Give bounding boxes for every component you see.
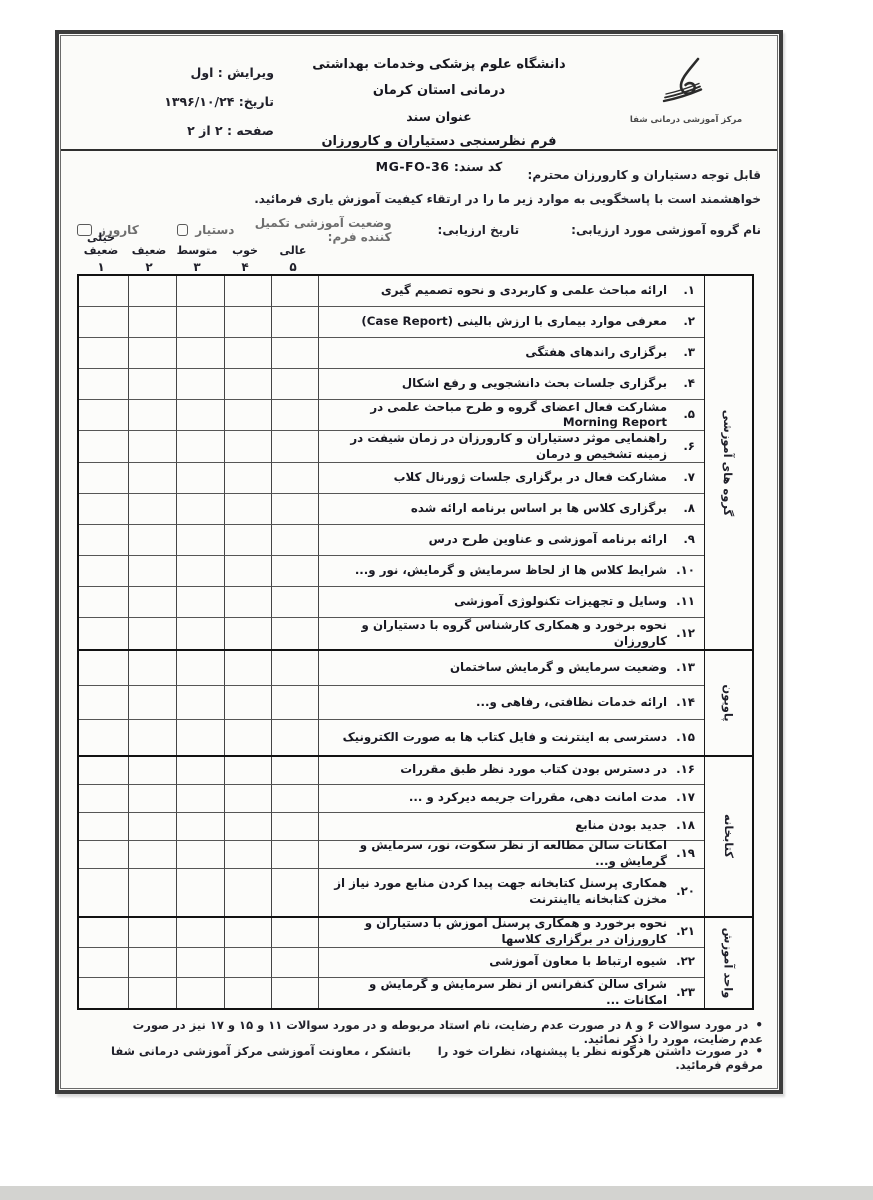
rating-cell[interactable] <box>176 785 224 813</box>
question-number: ۱۴. <box>676 694 695 709</box>
bullet-icon: • <box>755 1018 763 1032</box>
rating-cell[interactable] <box>176 757 224 785</box>
rating-cell[interactable] <box>128 431 176 462</box>
question-number: ۱۸. <box>676 818 695 833</box>
rating-cell[interactable] <box>176 587 224 618</box>
field-group-name-label: نام گروه آموزشی مورد ارزیابی: <box>571 223 761 237</box>
question-cell <box>318 918 704 948</box>
rating-cell[interactable] <box>224 338 271 369</box>
rating-cell[interactable] <box>176 431 224 462</box>
org-title: دانشگاه علوم پزشکی وخدمات بهداشتی درمانی استان کرمان <box>312 57 566 98</box>
rating-cell[interactable] <box>176 720 224 755</box>
rating-label: خوب <box>232 243 258 257</box>
rating-cell[interactable] <box>271 525 318 556</box>
table-section <box>79 649 752 755</box>
rating-cell[interactable] <box>176 369 224 400</box>
rating-cell[interactable] <box>271 618 318 649</box>
rating-cell[interactable] <box>224 556 271 587</box>
bullet-icon: • <box>755 1044 763 1058</box>
logo-block <box>626 56 746 125</box>
group-label-cell <box>704 651 752 755</box>
rating-cell[interactable] <box>128 369 176 400</box>
question-number: ۲۳. <box>676 984 695 999</box>
date-line: تاریخ: ۱۳۹۶/۱۰/۲۴ <box>164 94 274 109</box>
question-text: در دسترس بودن کتاب مورد نظر طبق مقررات <box>400 762 667 777</box>
form-page <box>60 35 778 1089</box>
rating-cell[interactable] <box>79 813 128 841</box>
rating-cell[interactable] <box>128 686 176 721</box>
field-status-label: وضعیت آموزشی تکمیل کننده فرم: <box>254 216 392 244</box>
rating-cell[interactable] <box>271 463 318 494</box>
rating-cell[interactable] <box>128 978 176 1008</box>
rating-cell[interactable] <box>271 757 318 785</box>
table-section <box>79 916 752 1008</box>
question-number: ۶. <box>683 438 695 453</box>
rating-cell[interactable] <box>176 869 224 916</box>
rating-cell[interactable] <box>79 841 128 869</box>
header-meta <box>156 58 274 145</box>
question-text: راهنمایی موثر دستیاران و کارورزان در زمان شیفت در زمینه تشخیص و درمان <box>350 430 667 461</box>
question-cell <box>318 948 704 978</box>
scanner-edge-strip <box>0 1186 873 1200</box>
form-title: فرم نظرسنجی دستیاران و کارورزان <box>321 134 557 149</box>
question-text: امکانات سالن مطالعه از نظر سکوت، نور، سرمایش و گرمایش و... <box>359 838 667 869</box>
rating-header-cell <box>77 220 125 274</box>
intro-request: خواهشمند است با پاسخگویی به موارد زیر ما را در ارتقاء کیفیت آموزش یاری فرمائید. <box>254 192 761 206</box>
rating-cell[interactable] <box>271 369 318 400</box>
rating-header-cell <box>125 220 173 274</box>
group-label-cell <box>704 276 752 649</box>
question-cell <box>318 431 704 462</box>
rating-cell[interactable] <box>176 978 224 1008</box>
rating-cell[interactable] <box>128 918 176 948</box>
field-eval-date-label: تاریخ ارزیابی: <box>437 223 520 237</box>
question-cell <box>318 757 704 785</box>
doc-code-value: MG-FO-36 <box>375 159 450 174</box>
question-cell <box>318 813 704 841</box>
question-text: نحوه برخورد و همکاری کارشناس گروه با دستیاران و کارورزان <box>361 617 667 648</box>
question-text: برگزاری راندهای هفتگی <box>525 345 667 360</box>
rating-cell[interactable] <box>176 400 224 431</box>
question-number: ۱۷. <box>676 790 695 805</box>
group-label: واحد آموزش <box>721 927 736 999</box>
rating-cell[interactable] <box>224 686 271 721</box>
rating-cell[interactable] <box>79 400 128 431</box>
doc-title-label: عنوان سند <box>406 109 472 124</box>
rating-cell[interactable] <box>79 757 128 785</box>
question-text: مشارکت فعال در برگزاری جلسات ژورنال کلاب <box>393 469 667 484</box>
question-number: ۱۳. <box>676 659 695 674</box>
rating-cell[interactable] <box>79 587 128 618</box>
question-cell <box>318 720 704 755</box>
question-cell <box>318 869 704 916</box>
question-number: ۲. <box>683 314 695 329</box>
logo-caption: مرکز آموزشی درمانی شفا <box>629 115 743 125</box>
rating-cell[interactable] <box>224 948 271 978</box>
group-label: گروه های آموزشی <box>721 409 736 516</box>
intern-label: کارورز <box>99 223 139 237</box>
rating-cell[interactable] <box>128 757 176 785</box>
rating-cell[interactable] <box>176 618 224 649</box>
question-text: برگزاری جلسات بحث دانشجویی و رفع اشکال <box>401 376 667 391</box>
footer-note-1-text: در مورد سوالات ۶ و ۸ در صورت عدم رضایت، نام استاد مربوطه و در مورد سوالات ۱۱ و ۱۵ و ۱۷ نیز در صورت عدم رضایت، مورد را ذکر نمائید. <box>132 1018 763 1046</box>
rating-cell[interactable] <box>271 338 318 369</box>
question-number: ۸. <box>683 500 695 515</box>
rating-cell[interactable] <box>128 720 176 755</box>
rating-cell[interactable] <box>79 618 128 649</box>
rating-label: خیلی ضعیف <box>83 231 119 257</box>
table-section <box>79 755 752 916</box>
question-text: ارائه خدمات نظافتی، رفاهی و... <box>476 694 667 709</box>
question-number: ۴. <box>683 376 695 391</box>
rating-header-cell <box>173 220 221 274</box>
question-text: جدید بودن منابع <box>575 818 667 833</box>
survey-table <box>77 274 754 1010</box>
rating-cell[interactable] <box>79 431 128 462</box>
rating-value: ۳ <box>193 260 201 274</box>
question-cell <box>318 587 704 618</box>
rating-cell[interactable] <box>79 307 128 338</box>
shafa-swan-logo-icon <box>626 56 746 112</box>
rating-cell[interactable] <box>176 841 224 869</box>
rating-cell[interactable] <box>224 785 271 813</box>
rating-cell[interactable] <box>271 841 318 869</box>
rating-cell[interactable] <box>224 869 271 916</box>
rating-cell[interactable] <box>224 978 271 1008</box>
question-number: ۲۲. <box>676 954 695 969</box>
rating-cell[interactable] <box>79 556 128 587</box>
question-number: ۷. <box>683 469 695 484</box>
rating-value: ۲ <box>145 260 153 274</box>
rating-cell[interactable] <box>176 463 224 494</box>
group-label-cell <box>704 918 752 1008</box>
rating-cell[interactable] <box>271 785 318 813</box>
question-cell <box>318 338 704 369</box>
rating-cell[interactable] <box>176 525 224 556</box>
rating-cell[interactable] <box>176 276 224 307</box>
rating-cell[interactable] <box>224 813 271 841</box>
rating-header-cell <box>221 220 269 274</box>
rating-value: ۵ <box>289 260 297 274</box>
rating-cell[interactable] <box>271 918 318 948</box>
rating-cell[interactable] <box>128 307 176 338</box>
table-section <box>79 276 752 649</box>
rating-cell[interactable] <box>271 651 318 686</box>
rating-cell[interactable] <box>176 494 224 525</box>
rating-cell[interactable] <box>128 948 176 978</box>
rating-cell[interactable] <box>176 813 224 841</box>
question-cell <box>318 494 704 525</box>
rating-header-cell <box>269 220 317 274</box>
ratings-header <box>77 220 317 274</box>
rating-cell[interactable] <box>79 276 128 307</box>
rating-cell[interactable] <box>79 338 128 369</box>
rating-cell[interactable] <box>79 948 128 978</box>
question-text: شرای سالن کنفرانس از نظر سرمایش و گرمایش و امکانات ... <box>369 976 667 1007</box>
rating-cell[interactable] <box>224 651 271 686</box>
rating-cell[interactable] <box>128 813 176 841</box>
question-cell <box>318 307 704 338</box>
rating-cell[interactable] <box>128 400 176 431</box>
rating-cell[interactable] <box>128 618 176 649</box>
rating-cell[interactable] <box>271 869 318 916</box>
question-text: همکاری پرسنل کتابخانه جهت پیدا کردن منابع مورد نیاز از مخزن کتابخانه یااینترنت <box>334 876 667 907</box>
question-cell <box>318 651 704 686</box>
question-number: ۱۲. <box>676 625 695 640</box>
rating-cell[interactable] <box>128 494 176 525</box>
question-number: ۱. <box>683 283 695 298</box>
intro-attention: قابل توجه دستیاران و کارورزان محترم: <box>527 168 761 182</box>
footer-note-1 <box>111 1018 763 1046</box>
rating-cell[interactable] <box>79 720 128 755</box>
question-number: ۲۱. <box>676 924 695 939</box>
question-number: ۱۹. <box>676 846 695 861</box>
rating-cell[interactable] <box>79 785 128 813</box>
rating-cell[interactable] <box>128 338 176 369</box>
group-label: کتابخانه <box>721 814 736 859</box>
rating-cell[interactable] <box>79 525 128 556</box>
rating-cell[interactable] <box>79 978 128 1008</box>
rating-cell[interactable] <box>224 431 271 462</box>
rating-cell[interactable] <box>224 400 271 431</box>
question-text: ارائه مباحث علمی و کاربردی و نحوه تصمیم گیری <box>380 283 667 298</box>
rating-cell[interactable] <box>224 463 271 494</box>
rating-cell[interactable] <box>79 869 128 916</box>
question-cell <box>318 838 704 869</box>
rating-cell[interactable] <box>79 651 128 686</box>
question-text: شرایط کلاس ها از لحاظ سرمایش و گرمایش، نور و... <box>354 562 667 577</box>
question-text: ارائه برنامه آموزشی و عناوین طرح درس <box>428 531 667 546</box>
group-label: پاویون <box>721 684 736 722</box>
form-page-frame <box>55 30 783 1094</box>
rating-cell[interactable] <box>271 494 318 525</box>
rating-cell[interactable] <box>128 463 176 494</box>
rating-cell[interactable] <box>176 948 224 978</box>
rating-cell[interactable] <box>224 587 271 618</box>
rating-cell[interactable] <box>128 785 176 813</box>
rating-cell[interactable] <box>271 686 318 721</box>
question-text: دسترسی به اینترنت و فایل کتاب ها به صورت الکترونیک <box>342 729 667 744</box>
rating-cell[interactable] <box>271 307 318 338</box>
rating-cell[interactable] <box>128 525 176 556</box>
rating-cell[interactable] <box>224 276 271 307</box>
rating-cell[interactable] <box>79 918 128 948</box>
rating-cell[interactable] <box>224 918 271 948</box>
question-cell <box>318 463 704 494</box>
rating-cell[interactable] <box>128 587 176 618</box>
header-divider <box>61 149 777 151</box>
header-title-block <box>289 52 589 179</box>
question-cell <box>318 978 704 1008</box>
question-cell <box>318 276 704 307</box>
rating-cell[interactable] <box>271 400 318 431</box>
rating-cell[interactable] <box>128 276 176 307</box>
rating-cell[interactable] <box>224 618 271 649</box>
rating-cell[interactable] <box>128 556 176 587</box>
rating-cell[interactable] <box>271 276 318 307</box>
rating-cell[interactable] <box>271 587 318 618</box>
rating-cell[interactable] <box>224 494 271 525</box>
rating-cell[interactable] <box>224 525 271 556</box>
question-number: ۳. <box>683 345 695 360</box>
rating-cell[interactable] <box>176 556 224 587</box>
rating-cell[interactable] <box>271 556 318 587</box>
edition-line: ویرایش : اول <box>190 65 274 80</box>
rating-label: متوسط <box>176 243 218 257</box>
footer-note-2-text: در صورت داشتن هرگونه نظر یا پیشنهاد، نظرات خود را مرقوم فرمائید. <box>437 1044 763 1072</box>
rating-cell[interactable] <box>224 757 271 785</box>
rating-cell[interactable] <box>176 651 224 686</box>
doc-code-label: کد سند: <box>453 159 503 174</box>
question-text: مدت امانت دهی، مقررات جریمه دیرکرد و ... <box>408 790 667 805</box>
question-number: ۹. <box>683 531 695 546</box>
question-text: نحوه برخورد و همکاری پرسنل آموزش با دستیاران و کارورزان در برگزاری کلاسها <box>364 916 667 947</box>
rating-cell[interactable] <box>271 978 318 1008</box>
question-number: ۲۰. <box>676 884 695 899</box>
rating-label: عالی <box>279 243 307 257</box>
rating-cell[interactable] <box>128 651 176 686</box>
rating-cell[interactable] <box>271 431 318 462</box>
rating-value: ۱ <box>97 260 105 274</box>
rating-cell[interactable] <box>224 720 271 755</box>
rating-cell[interactable] <box>176 338 224 369</box>
question-cell <box>318 400 704 431</box>
question-cell <box>318 686 704 721</box>
question-number: ۵. <box>683 407 695 422</box>
rating-cell[interactable] <box>176 686 224 721</box>
rating-cell[interactable] <box>128 869 176 916</box>
page-number-line: صفحه : ۲ از ۲ <box>187 123 274 138</box>
footer-thanks: باتشکر ، معاونت آموزشی مرکز آموزشی درمانی شفا <box>111 1044 412 1058</box>
rating-cell[interactable] <box>79 463 128 494</box>
rating-cell[interactable] <box>176 918 224 948</box>
question-text: برگزاری کلاس ها بر اساس برنامه ارائه شده <box>410 500 667 515</box>
rating-cell[interactable] <box>224 369 271 400</box>
question-number: ۱۰. <box>676 562 695 577</box>
rating-cell[interactable] <box>271 948 318 978</box>
rating-cell[interactable] <box>79 686 128 721</box>
question-text: مشارکت فعال اعضای گروه و طرح مباحث علمی در Morning Report <box>370 399 667 430</box>
question-cell <box>318 369 704 400</box>
rating-cell[interactable] <box>176 307 224 338</box>
rating-cell[interactable] <box>79 494 128 525</box>
question-text: معرفی موارد بیماری با ارزش بالینی (Case Report) <box>361 314 667 329</box>
rating-cell[interactable] <box>271 813 318 841</box>
rating-cell[interactable] <box>224 841 271 869</box>
rating-cell[interactable] <box>79 369 128 400</box>
question-number: ۱۶. <box>676 762 695 777</box>
footer-note-2-row <box>111 1044 763 1072</box>
rating-cell[interactable] <box>224 307 271 338</box>
footer-note-2 <box>411 1044 763 1072</box>
group-label-cell <box>704 757 752 916</box>
question-number: ۱۱. <box>676 594 695 609</box>
rating-label: ضعیف <box>131 243 167 257</box>
question-cell <box>318 785 704 813</box>
question-number: ۱۵. <box>676 729 695 744</box>
question-text: وضعیت سرمایش و گرمایش ساختمان <box>449 659 667 674</box>
rating-cell[interactable] <box>128 841 176 869</box>
question-text: وسایل و تجهیزات تکنولوژی آموزشی <box>454 594 667 609</box>
question-cell <box>318 556 704 587</box>
question-cell <box>318 525 704 556</box>
question-text: شیوه ارتباط با معاون آموزشی <box>489 954 667 969</box>
rating-value: ۴ <box>241 260 249 274</box>
rating-cell[interactable] <box>271 720 318 755</box>
resident-label: دستیار <box>195 223 235 237</box>
question-cell <box>318 618 704 649</box>
